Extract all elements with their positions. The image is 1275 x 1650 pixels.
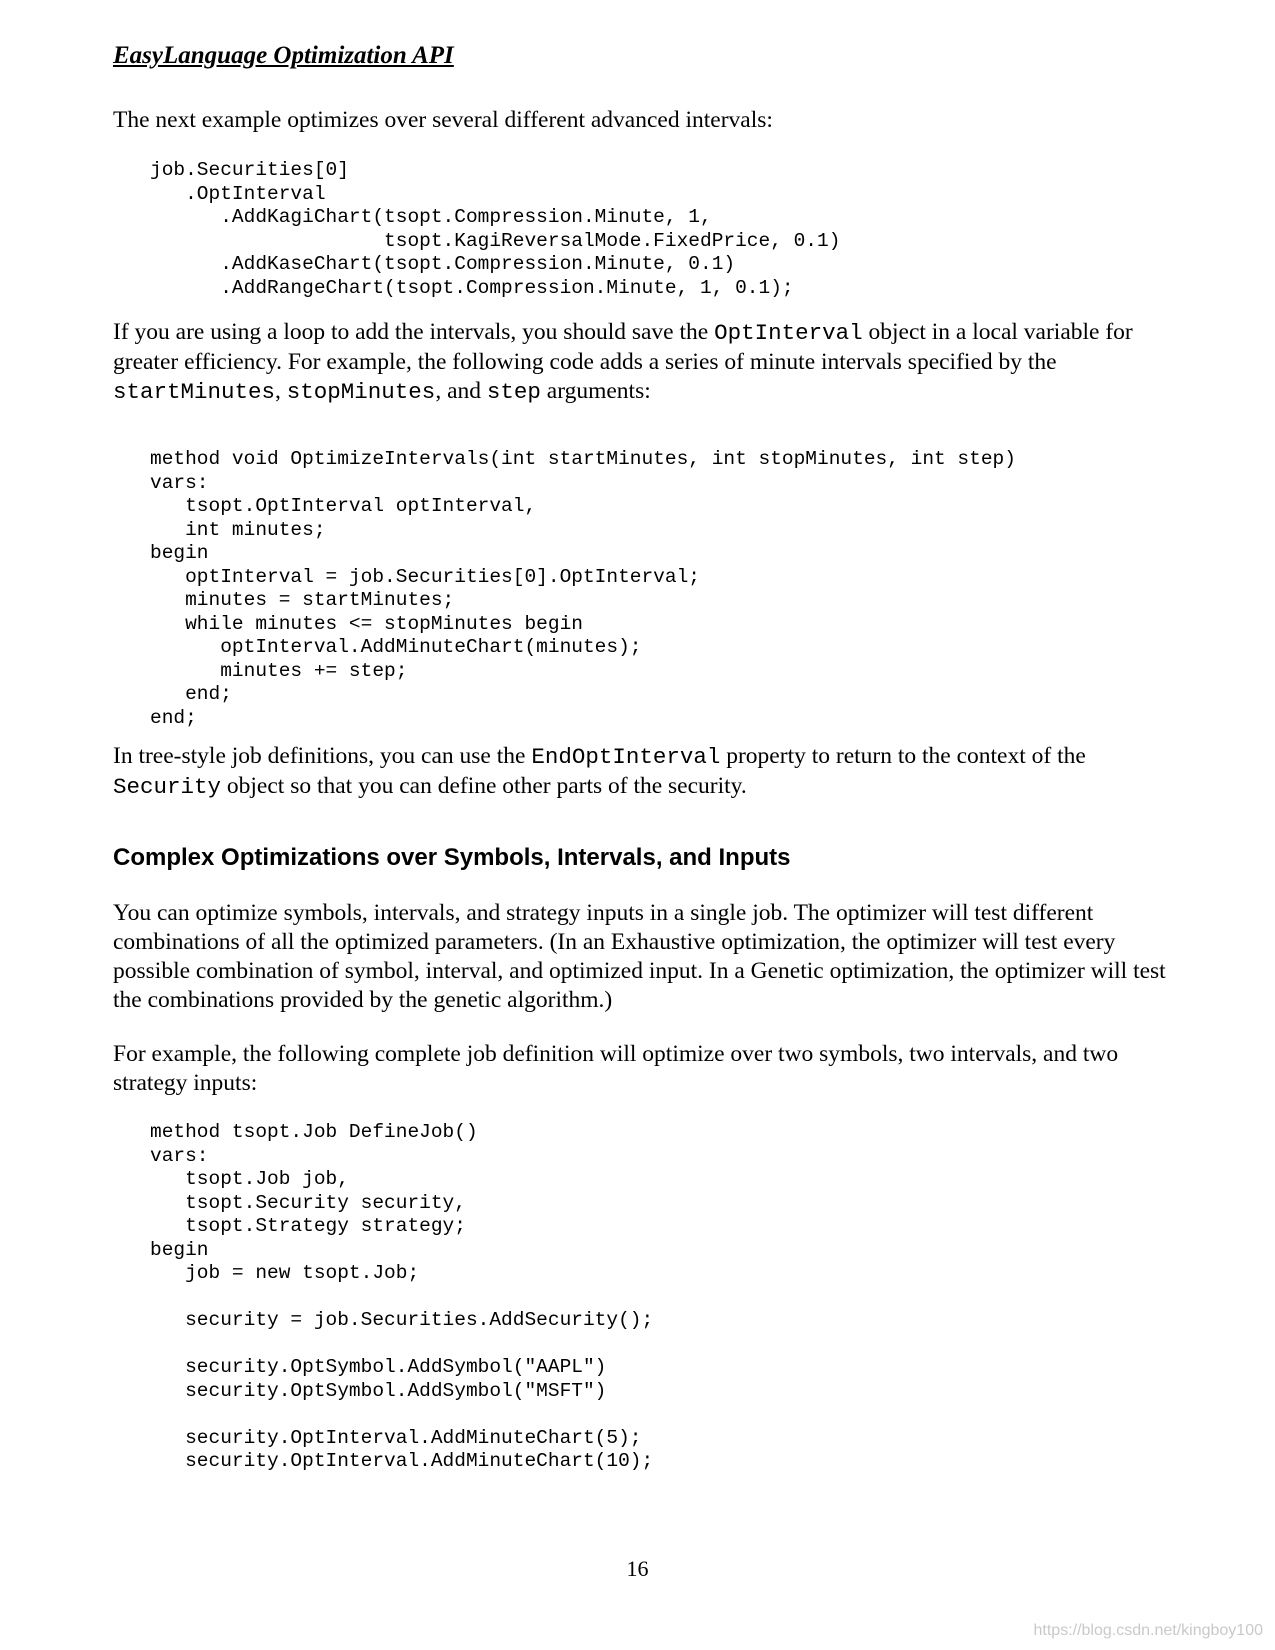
section-heading: Complex Optimizations over Symbols, Intervals, and Inputs — [113, 844, 791, 871]
code-line: begin — [150, 1238, 209, 1261]
example-paragraph: For example, the following complete job definition will optimize over two symbols, two intervals, and two strategy inputs: — [113, 1041, 1119, 1096]
code-line: .AddRangeChart(tsopt.Compression.Minute, 1, 0.1); — [150, 276, 794, 299]
code-line: optInterval.AddMinuteChart(minutes); — [150, 636, 642, 658]
inline-code-endoptinterval: EndOptInterval — [531, 744, 721, 770]
inline-code-optinterval: OptInterval — [714, 320, 863, 346]
code-line: minutes = startMinutes; — [150, 589, 455, 611]
code-line: int minutes; — [150, 518, 326, 541]
inline-code-security: Security — [113, 774, 222, 800]
code-block-advanced-intervals — [150, 159, 840, 300]
code-line: optInterval = job.Securities[0].OptInterval; — [150, 565, 700, 588]
code-line: job.Securities[0] — [150, 159, 349, 181]
code-line: job = new tsopt.Job; — [150, 1262, 420, 1284]
code-line: security.OptSymbol.AddSymbol("MSFT") — [150, 1379, 607, 1402]
loop-paragraph: If you are using a loop to add the intervals, you should save the OptInterval object in a local variable for greater efficiency. For example, the following code adds a series of minute intervals specified by the startMinutes, stopMinutes, and step arguments: — [113, 319, 1133, 405]
code-line: vars: — [150, 471, 209, 494]
code-line: minutes += step; — [150, 659, 408, 682]
code-line: .OptInterval — [150, 182, 326, 205]
code-line: .AddKagiChart(tsopt.Compression.Minute, 1, — [150, 206, 712, 228]
code-line: security.OptInterval.AddMinuteChart(5); — [150, 1426, 642, 1449]
code-line: tsopt.OptInterval optInterval, — [150, 495, 537, 517]
code-line: vars: — [150, 1144, 209, 1167]
code-line: tsopt.KagiReversalMode.FixedPrice, 0.1) — [150, 229, 841, 252]
inline-code-step: step — [486, 379, 541, 405]
code-line: tsopt.Security security, — [150, 1191, 466, 1214]
code-line: while minutes <= stopMinutes begin — [150, 612, 583, 635]
inline-code-stopminutes: stopMinutes — [286, 379, 436, 405]
code-block-optimize-intervals — [150, 448, 1016, 730]
code-line: tsopt.Job job, — [150, 1168, 349, 1190]
code-line: method tsopt.Job DefineJob() — [150, 1121, 478, 1143]
intro-paragraph: The next example optimizes over several different advanced intervals: — [113, 107, 773, 133]
code-line: security = job.Securities.AddSecurity(); — [150, 1309, 654, 1331]
code-line: security.OptInterval.AddMinuteChart(10); — [150, 1450, 654, 1472]
tree-style-paragraph: In tree-style job definitions, you can use the EndOptInterval property to return to the context of the Security object so that you can define other parts of the security. — [113, 743, 1086, 800]
page-header: EasyLanguage Optimization API — [113, 42, 454, 69]
code-line: begin — [150, 542, 209, 564]
page-number: 16 — [626, 1556, 649, 1581]
watermark-url: https://blog.csdn.net/kingboy100 — [1033, 1622, 1263, 1639]
code-line: security.OptSymbol.AddSymbol("AAPL") — [150, 1356, 607, 1378]
inline-code-startminutes: startMinutes — [113, 379, 276, 405]
code-line: method void OptimizeIntervals(int startMinutes, int stopMinutes, int step) — [150, 448, 1016, 470]
code-block-define-job — [150, 1121, 653, 1474]
code-line: tsopt.Strategy strategy; — [150, 1215, 466, 1237]
complex-optimization-paragraph: You can optimize symbols, intervals, and strategy inputs in a single job. The optimizer will test different combinations of all the optimized parameters. (In an Exhaustive optimization, the optimizer will test every possible combination of symbol, interval, and optimized input. In a Genetic optimization, the optimizer will test the combinations provided by the genetic algorithm.) — [113, 900, 1166, 1013]
code-line: end; — [150, 683, 232, 705]
code-line: .AddKaseChart(tsopt.Compression.Minute, 0.1) — [150, 253, 736, 275]
code-line: end; — [150, 706, 197, 729]
